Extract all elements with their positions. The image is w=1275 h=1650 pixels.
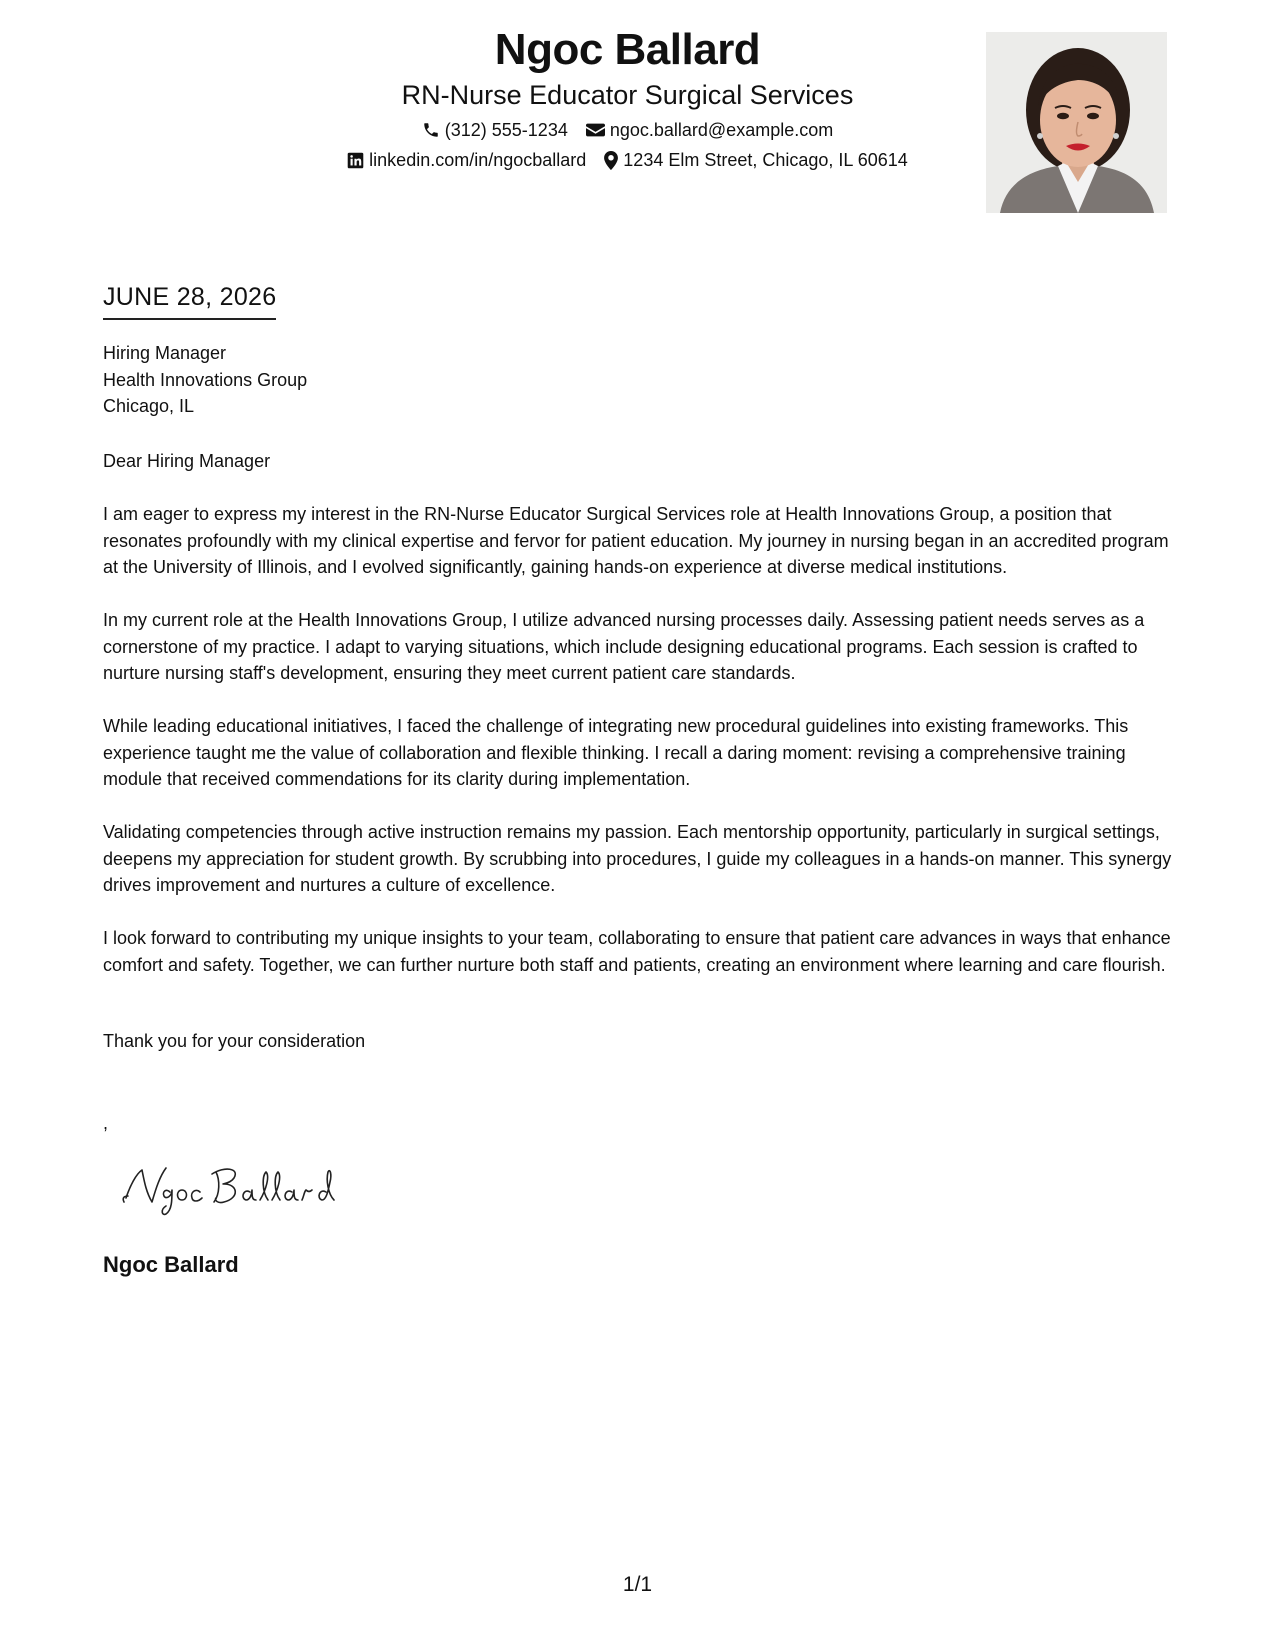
envelope-icon bbox=[586, 122, 605, 138]
handwritten-signature bbox=[120, 1158, 350, 1218]
recipient-title: Hiring Manager bbox=[103, 343, 227, 363]
body-paragraph: Validating competencies through active instruction remains my passion. Each mentorship opportunity, particularly in surgical settings, deepens my appreciation for student growth. By scrubbing into procedures, I guide my colleagues in a hands-on manner. This synergy drives improvement and nurtures a culture of excellence. bbox=[103, 822, 1172, 895]
address-contact bbox=[604, 148, 908, 172]
phone-text: (312) 555-1234 bbox=[444, 120, 568, 140]
body-paragraph: In my current role at the Health Innovations Group, I utilize advanced nursing processes daily. Assessing patient needs serves as a cornerstone of my practice. I adapt to varying situations, which include designing educational programs. Each session is crafted to nurture nursing staff's development, ensuring they meet current patient care standards. bbox=[103, 610, 1145, 683]
letter-body bbox=[103, 501, 1175, 1005]
body-paragraph: While leading educational initiatives, I faced the challenge of integrating new procedural guidelines into existing frameworks. This experience taught me the value of collaboration and flexible thinking. I recall a daring moment: revising a comprehensive training module that received commendations for its clarity during implementation. bbox=[103, 716, 1129, 789]
email-contact bbox=[586, 118, 833, 142]
recipient-block bbox=[103, 340, 307, 420]
map-pin-icon bbox=[604, 151, 618, 170]
body-paragraph: I look forward to contributing my unique insights to your team, collaborating to ensure that patient care advances in ways that enhance comfort and safety. Together, we can further nurture both staff and patients, creating an environment where learning and care flourish. bbox=[103, 928, 1171, 975]
linkedin-icon bbox=[347, 152, 364, 169]
salutation: Dear Hiring Manager bbox=[103, 451, 271, 471]
closing-comma: , bbox=[103, 1113, 109, 1133]
signed-name: Ngoc Ballard bbox=[103, 1252, 239, 1277]
recipient-company: Health Innovations Group bbox=[103, 369, 308, 390]
linkedin-contact bbox=[347, 148, 586, 172]
email-text: ngoc.ballard@example.com bbox=[609, 120, 834, 140]
linkedin-text: linkedin.com/in/ngocballard bbox=[369, 150, 587, 170]
body-paragraph: I am eager to express my interest in the RN-Nurse Educator Surgical Services role at Health Innovations Group, a position that resonates profoundly with my clinical expertise and fervor for patient education. My journey in nursing began in an accredited program at the University of Illinois, and I evolved significantly, gaining hands-on experience at diverse medical institutions. bbox=[103, 504, 1169, 577]
applicant-title: RN-Nurse Educator Surgical Services bbox=[401, 80, 854, 110]
phone-icon bbox=[422, 121, 440, 139]
address-text: 1234 Elm Street, Chicago, IL 60614 bbox=[623, 150, 908, 170]
closing-line: Thank you for your consideration bbox=[103, 1031, 366, 1051]
applicant-name: Ngoc Ballard bbox=[494, 25, 761, 74]
recipient-location: Chicago, IL bbox=[103, 396, 195, 416]
profile-photo bbox=[986, 32, 1167, 213]
phone-contact bbox=[422, 118, 568, 142]
letter-date: JUNE 28, 2026 bbox=[103, 280, 276, 320]
page-number: 1/1 bbox=[622, 1573, 653, 1596]
